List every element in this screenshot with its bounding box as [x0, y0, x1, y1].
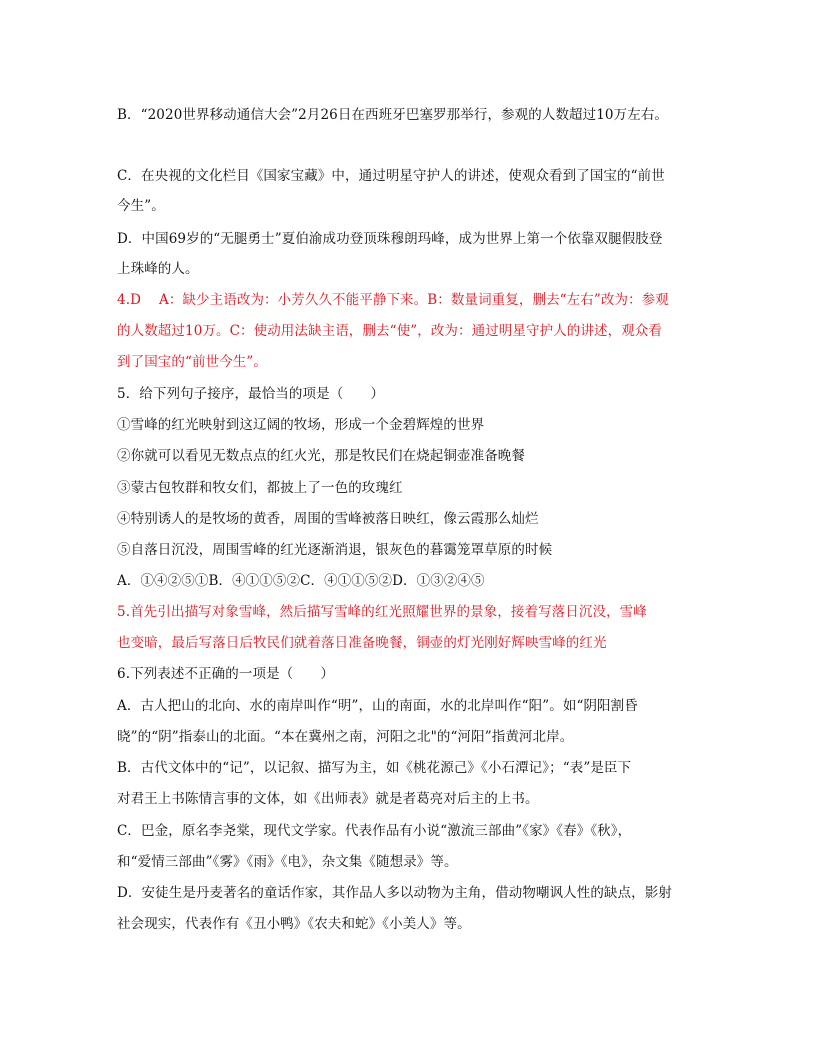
- answer-4-line-1: 4.D A：缺少主语改为：小芳久久不能平静下来。B：数量词重复，删去“左右”改为：参观: [117, 292, 669, 308]
- option-b-line-1: B．“2020世界移动通信大会”2月26日在西班牙巴塞罗那举行，参观的人数超过10万左右。: [117, 107, 669, 123]
- sentence-4: ④特别诱人的是牧场的黄香，周围的雪峰被落日映红，像云霞那么灿烂: [117, 511, 539, 527]
- option-d-line-1: D．中国69岁的“无腿勇士”夏伯渝成功登顶珠穆朗玛峰，成为世界上第一个依靠双腿假肢登: [117, 231, 663, 247]
- option-c-line-1: C．在央视的文化栏目《国家宝藏》中，通过明星守护人的讲述，使观众看到了国宝的“前世: [117, 168, 665, 184]
- question-5-options: A．①④②⑤①B．④①①⑤②C．④①①⑤②D．①③②④⑤: [117, 573, 485, 589]
- sentence-5: ⑤自落日沉没，周围雪峰的红光逐渐消退，银灰色的暮霭笼罩草原的时候: [117, 542, 553, 558]
- q6-option-b-line-1: B．古代文体中的“记”，以记叙、描写为主，如《桃花源己》《小石潭记》；“表”是臣下: [117, 760, 632, 776]
- option-d-line-2: 上珠峰的人。: [117, 261, 199, 277]
- question-6-title: 6.下列表述不正确的一项是（ ）: [117, 666, 335, 682]
- answer-4-line-3: 到了国宝的“前世今生”。: [117, 354, 268, 370]
- q6-option-d-line-1: D．安徒生是丹麦著名的童话作家，其作品人多以动物为主角，借动物嘲讽人性的缺点，影射: [117, 885, 672, 901]
- sentence-3: ③蒙古包牧群和牧女们，都披上了一色的玫瑰红: [117, 480, 403, 496]
- q6-option-d-line-2: 社会现实，代表作有《丑小鸭》《农夫和蛇》《小美人》等。: [117, 916, 471, 932]
- answer-5-line-2: 也变暗，最后写落日后牧民们就着落日准备晚餐，铜壶的灯光刚好辉映雪峰的红光: [117, 635, 607, 651]
- option-c-line-2: 今生”。: [117, 198, 165, 214]
- q6-option-a-line-2: 晓”的“阴”指泰山的北面。“本在冀州之南，河阳之北"的“河阳”指黄河北岸。: [117, 729, 574, 745]
- answer-4-line-2: 的人数超过10万。C：使动用法缺主语，删去“使”，改为：通过明星守护人的讲述，观众看: [117, 323, 663, 339]
- sentence-1: ①雪峰的红光映射到这辽阔的牧场，形成一个金碧辉煌的世界: [117, 417, 485, 433]
- sentence-2: ②你就可以看见无数点点的红火光，那是牧民们在烧起铜壶准备晚餐: [117, 448, 525, 464]
- q6-option-c-line-2: 和“爱情三部曲”《雾》《雨》《电》，杂文集《随想录》等。: [117, 854, 458, 870]
- q6-option-a-line-1: A．古人把山的北向、水的南岸叫作“明”，山的南面，水的北岸叫作“阳”。如“阴阳割昏: [117, 698, 638, 714]
- q6-option-b-line-2: 对君王上书陈情言事的文体，如《出师表》就是者葛亮对后主的上书。: [117, 791, 539, 807]
- answer-5-line-1: 5.首先引出描写对象雪峰，然后描写雪峰的红光照耀世界的景象，接着写落日沉没，雪峰: [117, 604, 647, 620]
- question-5-title: 5．给下列句子接序，最恰当的项是（ ）: [117, 386, 385, 402]
- q6-option-c-line-1: C．巴金，原名李尧棠，现代文学家。代表作品有小说“激流三部曲”《家》《春》《秋》，: [117, 823, 632, 839]
